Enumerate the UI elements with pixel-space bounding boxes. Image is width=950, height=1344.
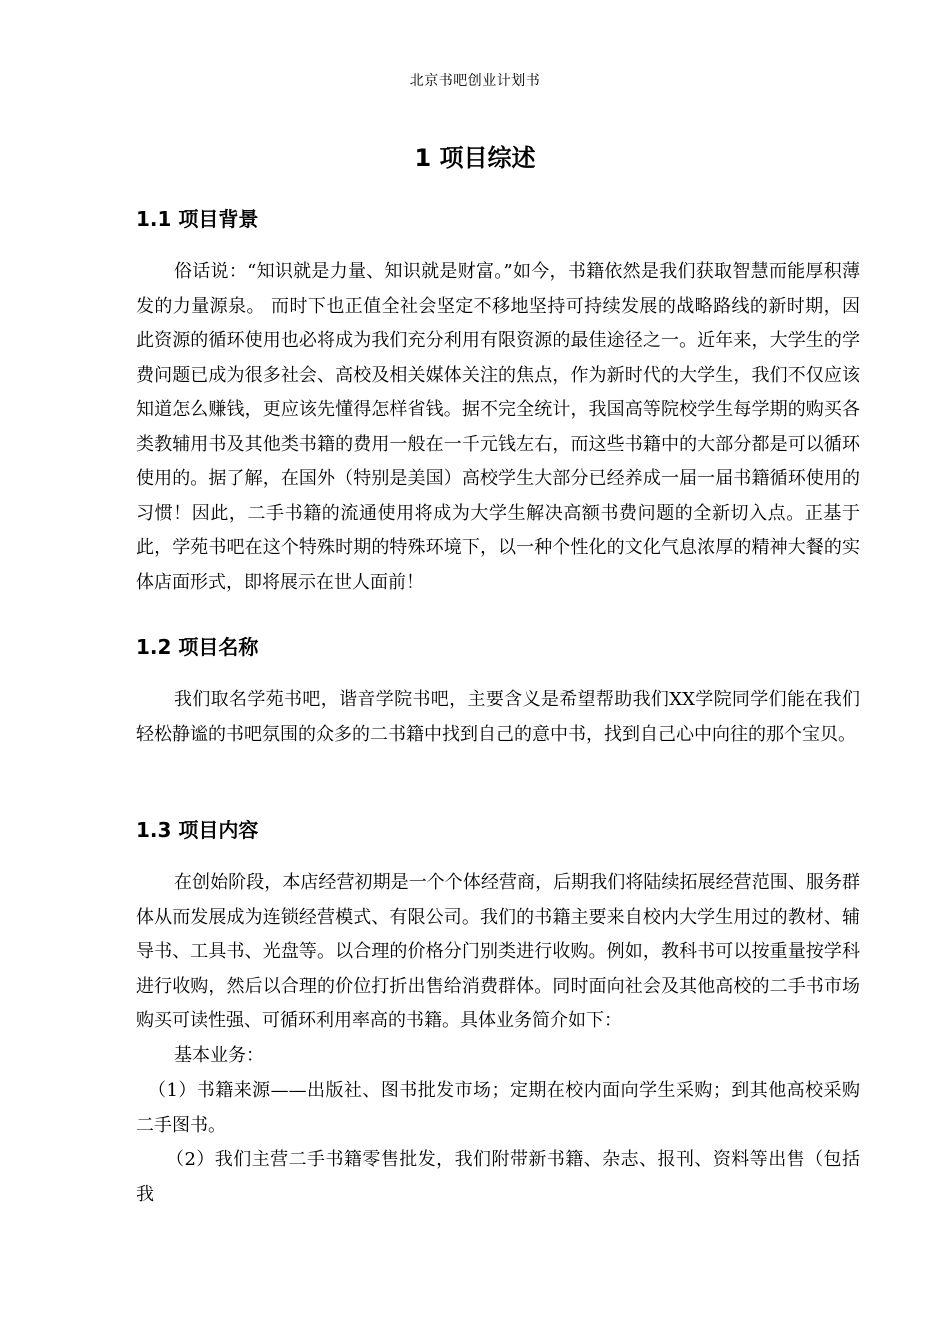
chapter-title: 1 项目综述	[414, 144, 536, 172]
section-heading-name: 1.2 项目名称	[136, 635, 259, 659]
paragraph-background: 俗话说：“知识就是力量、知识就是财富。”如今，书籍依然是我们获取智慧而能厚积薄发的力量源泉。 而时下也正值全社会坚定不移地坚持可持续发展的战略路线的新时期，因此资源的循环使用也必将成为我们充分利用有限资源的最佳途径之一。近年来，大学生的学费问题已成为很多社会、高校及相关媒体关注的焦点，作为新时代的大学生，我们不仅应该知道怎么赚钱，更应该先懂得怎样省钱。据不完全统计，我国高等院校学生每学期的购买各类教辅用书及其他类书籍的费用一般在一千元钱左右，而这些书籍中的大部分都是可以循环使用的。据了解，在国外（特别是美国）高校学生大部分已经养成一届一届书籍循环使用的习惯！因此，二手书籍的流通使用将成为大学生解决高额书费问题的全新切入点。正基于此，学苑书吧在这个特殊时期的特殊环境下，以一种个性化的文化气息浓厚的精神大餐的实体店面形式，即将展示在世人面前！	[136, 261, 860, 593]
basic-business-label: 基本业务：	[174, 1045, 264, 1066]
business-item-2: （2）我们主营二手书籍零售批发，我们附带新书籍、杂志、报刊、资料等出售（包括我	[136, 1149, 860, 1205]
paragraph-name: 我们取名学苑书吧，谐音学院书吧，主要含义是希望帮助我们XX学院同学们能在我们轻松静谧的书吧氛围的众多的二书籍中找到自己的意中书，找到自己心中向往的那个宝贝。	[136, 689, 860, 745]
section-heading-content: 1.3 项目内容	[136, 818, 259, 842]
paragraph-content: 在创始阶段，本店经营初期是一个个体经营商，后期我们将陆续拓展经营范围、服务群体从而发展成为连锁经营模式、有限公司。我们的书籍主要来自校内大学生用过的教材、辅导书、工具书、光盘等。以合理的价格分门别类进行收购。例如，教科书可以按重量按学科进行收购，然后以合理的价位打折出售给消费群体。同时面向社会及其他高校的二手书市场购买可读性强、可循环利用率高的书籍。具体业务简介如下：	[136, 872, 860, 1031]
running-header: 北京书吧创业计划书	[409, 73, 541, 89]
section-heading-background: 1.1 项目背景	[136, 207, 259, 231]
business-item-1: （1）书籍来源——出版社、图书批发市场；定期在校内面向学生采购；到其他高校采购二手图书。	[136, 1080, 860, 1136]
